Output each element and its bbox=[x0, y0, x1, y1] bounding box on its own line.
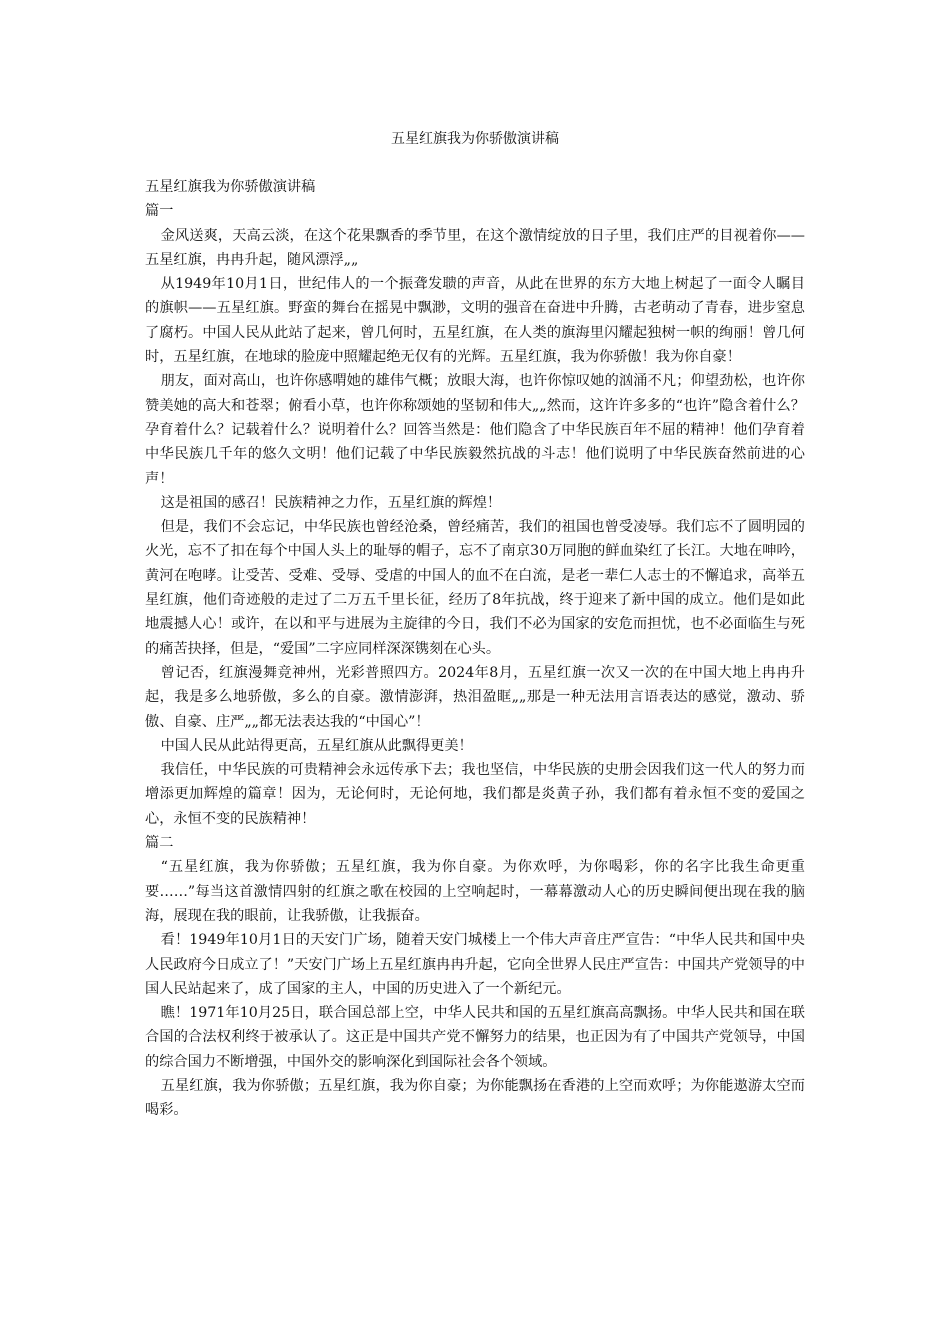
paragraph: 朋友，面对高山，也许你感喟她的雄伟气概；放眼大海，也许你惊叹她的汹涌不凡；仰望劲松，也许你赞美她的高大和苍翠；俯看小草，也许你称颂她的坚韧和伟大„„然而，这许许多多的“也许”隐含着什么？孕育着什么？记载着什么？说明着什么？回答当然是：他们隐含了中华民族百年不屈的精神！他们孕育着中华民族几千年的悠久文明！他们记载了中华民族毅然抗战的斗志！他们说明了中华民族奋然前进的心声！ bbox=[145, 373, 805, 487]
paragraph: 我信任，中华民族的可贵精神会永远传承下去；我也坚信，中华民族的史册会因我们这一代人的努力而增添更加辉煌的篇章！因为，无论何时，无论何地，我们都是炎黄子孙，我们都有着永恒不变的爱国之心，永恒不变的民族精神！ bbox=[145, 762, 805, 827]
document-title: 五星红旗我为你骄傲演讲稿 bbox=[391, 131, 559, 147]
section-heading-2: 篇二 bbox=[145, 835, 174, 852]
paragraph: 这是祖国的感召！民族精神之力作，五星红旗的辉煌！ bbox=[160, 494, 502, 511]
paragraph: 看！1949年10月1日的天安门广场，随着天安门城楼上一个伟大声音庄严宣告：“中华人民共和国中央人民政府今日成立了！”天安门广场上五星红旗冉冉升起，它向全世界人民庄严宣告：中国共产党领导的中国人民站起来了，成了国家的主人，中国的历史进入了一个新纪元。 bbox=[145, 932, 805, 997]
document-body bbox=[145, 175, 805, 1123]
section-heading-1: 篇一 bbox=[145, 203, 174, 220]
paragraph: 中国人民从此站得更高，五星红旗从此飘得更美！ bbox=[160, 737, 473, 754]
paragraph: 金风送爽，天高云淡，在这个花果飘香的季节里，在这个激情绽放的日子里，我们庄严的目视着你——五星红旗，冉冉升起，随风漂浮„„ bbox=[145, 227, 805, 268]
paragraph: 瞧！1971年10月25日，联合国总部上空，中华人民共和国的五星红旗高高飘扬。中华人民共和国在联合国的合法权利终于被承认了。这正是中国共产党不懈努力的结果，也正因为有了中国共产党领导，中国的综合国力不断增强，中国外交的影响深化到国际社会各个领域。 bbox=[145, 1005, 805, 1070]
paragraph: 曾记否，红旗漫舞竞神州，光彩普照四方。2024年8月，五星红旗一次又一次的在中国大地上冉冉升起，我是多么地骄傲，多么的自豪。激情澎湃，热泪盈眶„„那是一种无法用言语表达的感觉，激动、骄傲、自豪、庄严„„都无法表达我的“中国心”！ bbox=[145, 664, 805, 730]
document-subtitle: 五星红旗我为你骄傲演讲稿 bbox=[145, 179, 316, 195]
paragraph: 但是，我们不会忘记，中华民族也曾经沧桑，曾经痛苦，我们的祖国也曾受凌辱。我们忘不了圆明园的火光，忘不了扣在每个中国人头上的耻辱的帽子，忘不了南京30万同胞的鲜血染红了长江。大地在呻吟，黄河在咆哮。让受苦、受难、受辱、受虐的中国人的血不在白流，是老一辈仁人志士的不懈追求，高举五星红旗，他们奇迹般的走过了二万五千里长征，经历了8年抗战，终于迎来了新中国的成立。他们是如此地震撼人心！或许，在以和平与进展为主旋律的今日，我们不必为国家的安危而担忧，也不必面临生与死的痛苦抉择，但是，“爱国”二字应同样深深镌刻在心头。 bbox=[145, 519, 805, 657]
paragraph: “五星红旗，我为你骄傲；五星红旗，我为你自豪。为你欢呼，为你喝彩，你的名字比我生命更重要……”每当这首激情四射的红旗之歌在校园的上空响起时，一幕幕激动人心的历史瞬间便出现在我的脑海，展现在我的眼前，让我骄傲，让我振奋。 bbox=[145, 859, 805, 924]
paragraph: 五星红旗，我为你骄傲；五星红旗，我为你自豪；为你能飘扬在香港的上空而欢呼；为你能遨游太空而喝彩。 bbox=[145, 1077, 805, 1119]
paragraph: 从1949年10月1日，世纪伟人的一个振聋发聩的声音，从此在世界的东方大地上树起了一面令人瞩目的旗帜——五星红旗。野蛮的舞台在摇晃中飘渺，文明的强音在奋进中升腾，古老萌动了青春，进步窒息了腐朽。中国人民从此站了起来，曾几何时，五星红旗，在人类的旗海里闪耀起独树一帜的绚丽！曾几何时，五星红旗，在地球的脸庞中照耀起绝无仅有的光辉。五星红旗，我为你骄傲！我为你自豪！ bbox=[145, 276, 805, 366]
